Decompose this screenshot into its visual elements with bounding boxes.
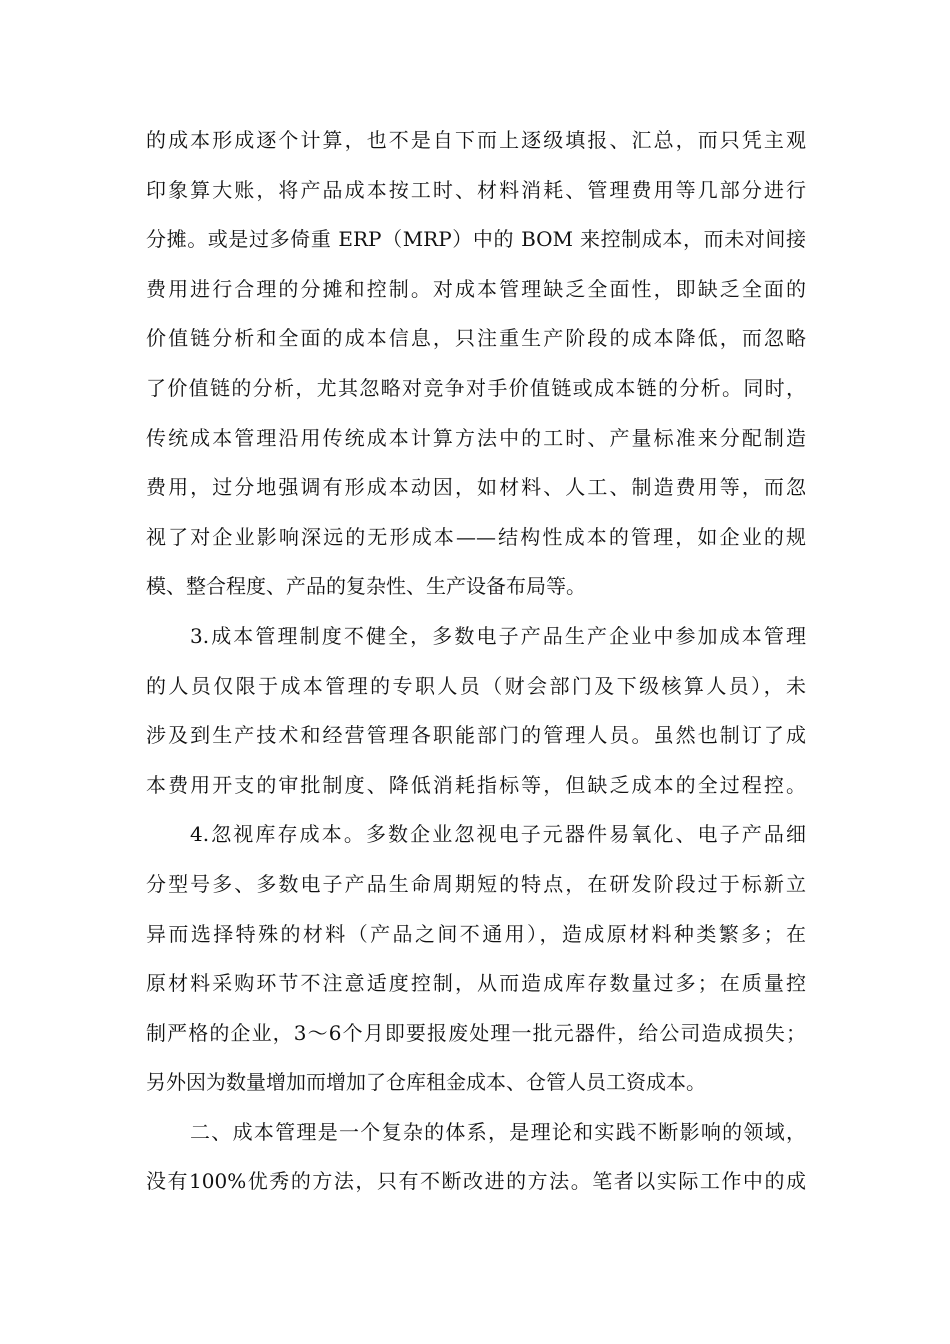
text-line: 没有100%优秀的方法，只有不断改进的方法。笔者以实际工作中的成 [146, 1169, 806, 1194]
text-line: 印象算大账，将产品成本按工时、材料消耗、管理费用等几部分进行 [146, 177, 806, 202]
text-line: 二、成本管理是一个复杂的体系，是理论和实践不断影响的领域， [190, 1119, 806, 1144]
text-line: 原材料采购环节不注意适度控制，从而造成库存数量过多；在质量控 [146, 971, 806, 996]
text-line: 费用，过分地强调有形成本动因，如材料、人工、制造费用等，而忽 [146, 475, 806, 500]
text-line: 制严格的企业，3～6个月即要报废处理一批元器件，给公司造成损失； [146, 1020, 806, 1045]
text-line: 模、整合程度、产品的复杂性、生产设备布局等。 [146, 574, 586, 599]
text-line: 传统成本管理沿用传统成本计算方法中的工时、产量标准来分配制造 [146, 425, 806, 450]
text-line: 价值链分析和全面的成本信息，只注重生产阶段的成本降低，而忽略 [146, 326, 806, 351]
text-line: 本费用开支的审批制度、降低消耗指标等，但缺乏成本的全过程控。 [146, 772, 806, 797]
text-line: 的成本形成逐个计算，也不是自下而上逐级填报、汇总，而只凭主观 [146, 128, 806, 152]
text-line: 分型号多、多数电子产品生命周期短的特点，在研发阶段过于标新立 [146, 871, 806, 896]
text-line: 分摊。或是过多倚重 ERP（MRP）中的 BOM 来控制成本，而未对间接 [146, 227, 806, 252]
text-line: 3.成本管理制度不健全，多数电子产品生产企业中参加成本管理 [190, 623, 806, 648]
text-line: 的人员仅限于成本管理的专职人员（财会部门及下级核算人员），未 [146, 673, 806, 698]
text-line: 了价值链的分析，尤其忽略对竞争对手价值链或成本链的分析。同时， [146, 375, 806, 400]
text-line: 异而选择特殊的材料（产品之间不通用），造成原材料种类繁多；在 [146, 921, 806, 946]
text-line: 视了对企业影响深远的无形成本——结构性成本的管理，如企业的规 [146, 524, 806, 549]
text-line: 另外因为数量增加而增加了仓库租金成本、仓管人员工资成本。 [146, 1070, 706, 1095]
text-line: 涉及到生产技术和经营管理各职能部门的管理人员。虽然也制订了成 [146, 723, 806, 748]
text-line: 4.忽视库存成本。多数企业忽视电子元器件易氧化、电子产品细 [190, 822, 806, 847]
document-body [146, 116, 806, 1207]
text-line: 费用进行合理的分摊和控制。对成本管理缺乏全面性，即缺乏全面的 [146, 276, 806, 301]
